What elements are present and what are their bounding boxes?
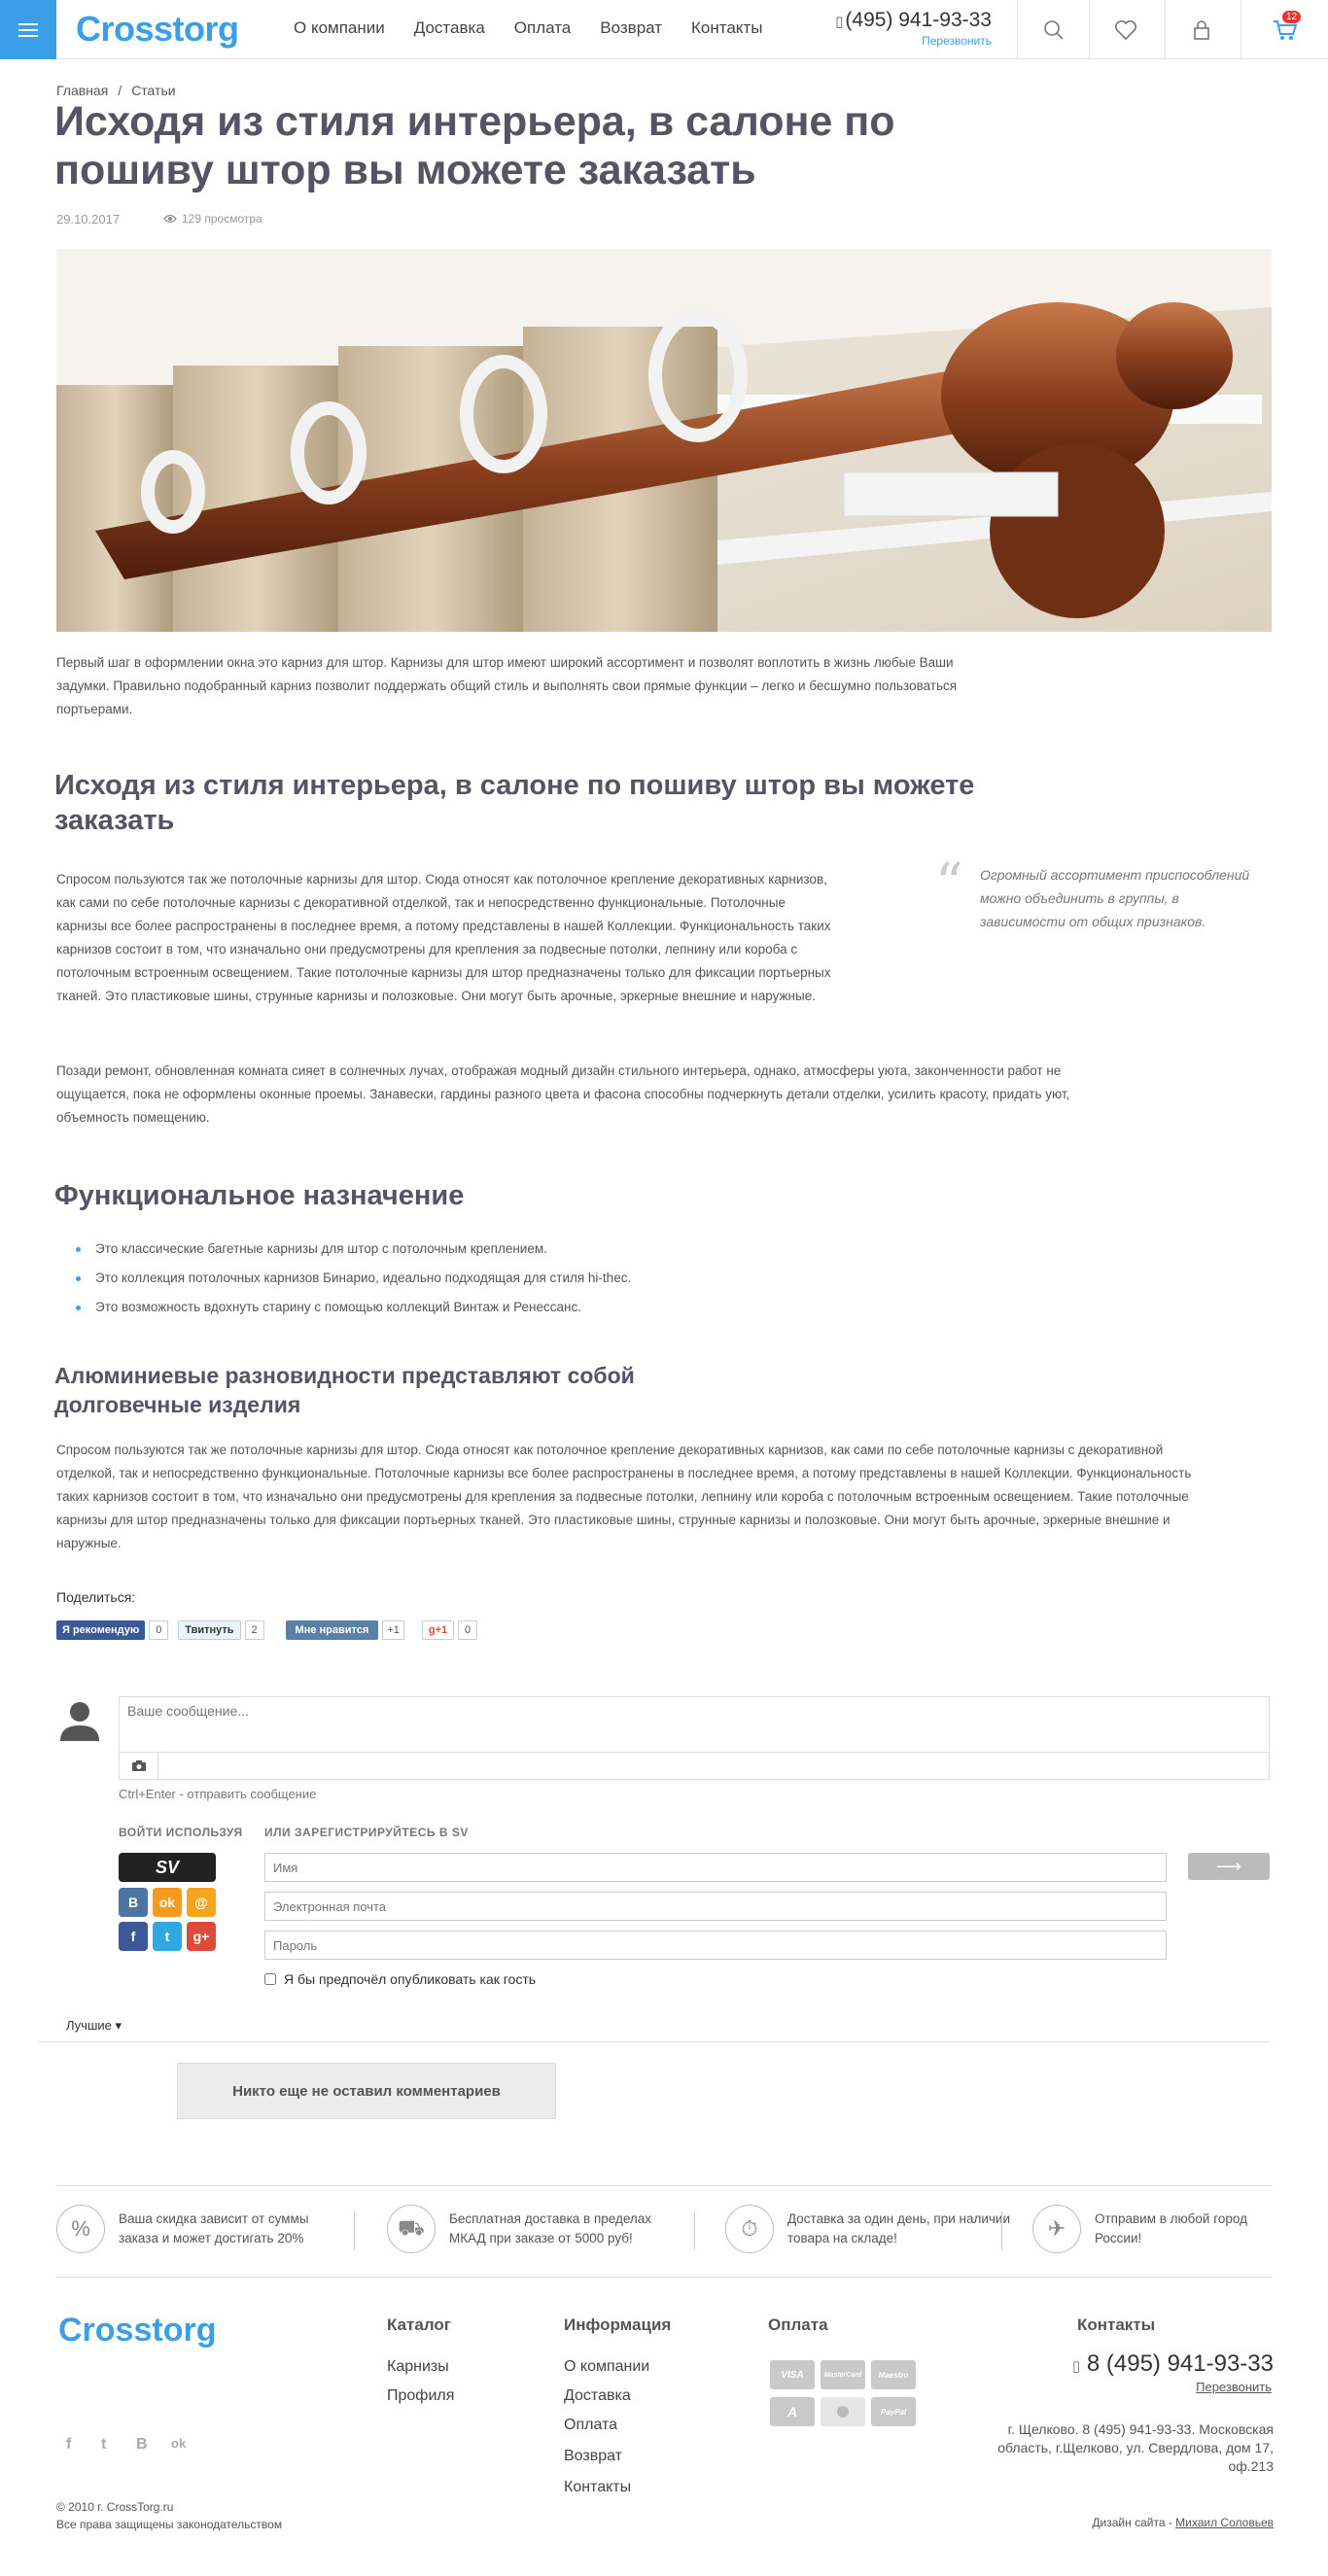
- footer-link-cornices[interactable]: Карнизы: [387, 2358, 449, 2375]
- alfa-bank-icon: A: [770, 2397, 815, 2426]
- section-paragraph-2: Позади ремонт, обновленная комната сияет в солнечных лучах, отображая модный дизайн стильного интерьера, однако, атмосферы уюта, законченности работ не ощущается, пока не оформлены оконные проемы. Занавески, гардины разного цвета и фасона способны подчеркнуть детали отделки, усилить красоту, придать уют, объемность помещению.: [56, 1063, 1070, 1125]
- cart-icon[interactable]: [1241, 0, 1328, 59]
- footer-address: г. Щелково. 8 (495) 941-93-33. Московская область, г.Щелково, ул. Свердлова, дом 17, оф.213: [997, 2421, 1274, 2474]
- article-date: 29.10.2017: [56, 212, 121, 226]
- truck-icon: ⛟: [387, 2205, 436, 2253]
- footer-link-profiles[interactable]: Профиля: [387, 2387, 455, 2404]
- vk-share-button[interactable]: Мне нравится: [286, 1620, 379, 1640]
- sberbank-icon: [821, 2397, 865, 2426]
- main-nav: [294, 18, 791, 38]
- list-item: Это возможность вдохнуть старину с помощью коллекций Винтаж и Ренессанс.: [76, 1293, 631, 1322]
- comment-box: [119, 1696, 1270, 1780]
- section-heading-2: Функциональное назначение: [54, 1180, 465, 1211]
- guest-checkbox[interactable]: Я бы предпочёл опубликовать как гость: [264, 1971, 536, 1987]
- footer-callback-link[interactable]: Перезвонить: [1196, 2380, 1272, 2394]
- percent-icon: %: [56, 2205, 105, 2253]
- nav-return[interactable]: Возврат: [600, 18, 663, 37]
- phone-icon: ▯: [835, 14, 844, 30]
- feature-discount: % Ваша скидка зависит от суммы заказа и может достигать 20%: [56, 2205, 342, 2253]
- sort-dropdown[interactable]: Лучшие ▾: [66, 2018, 122, 2033]
- visa-icon: VISA: [770, 2360, 815, 2389]
- vk-login-icon[interactable]: B: [119, 1888, 148, 1917]
- google-plus-share-button[interactable]: g+1: [422, 1620, 454, 1640]
- name-field[interactable]: [264, 1853, 1167, 1882]
- copyright: © 2010 г. CrossTorg.ru Все права защищены законодательством: [56, 2500, 283, 2531]
- twitter-icon[interactable]: t: [101, 2436, 107, 2453]
- google-plus-share-count: 0: [458, 1620, 477, 1640]
- plane-icon: ✈: [1032, 2205, 1081, 2253]
- arrow-right-icon[interactable]: ⟶: [1188, 1853, 1270, 1880]
- footer-phone: ▯ 8 (495) 941-93-33: [1071, 2350, 1274, 2377]
- feature-free-delivery: ⛟ Бесплатная доставка в пределах МКАД при заказе от 5000 руб!: [387, 2205, 673, 2253]
- comment-hint: Ctrl+Enter - отправить сообщение: [119, 1787, 317, 1801]
- vk-share-count: +1: [382, 1620, 404, 1640]
- list-item: Это классические багетные карнизы для штор с потолочным креплением.: [76, 1235, 631, 1264]
- footer-link-delivery[interactable]: Доставка: [564, 2387, 631, 2404]
- site-logo[interactable]: Crosstorg: [76, 9, 239, 49]
- share-label: Поделиться:: [56, 1589, 136, 1605]
- page-title: Исходя из стиля интерьера, в салоне по пошиву штор вы можете заказать: [54, 98, 895, 193]
- search-icon[interactable]: [1017, 0, 1089, 59]
- guest-checkbox-input[interactable]: [264, 1973, 276, 1985]
- avatar: [56, 1696, 103, 1743]
- maestro-icon: Maestro: [871, 2360, 916, 2389]
- heart-icon[interactable]: [1089, 0, 1161, 59]
- designer-link[interactable]: Михаил Соловьев: [1175, 2516, 1274, 2529]
- site-header: [0, 0, 1328, 59]
- ok-login-icon[interactable]: ok: [153, 1888, 182, 1917]
- hero-image: [56, 249, 1272, 632]
- facebook-login-icon[interactable]: f: [119, 1922, 148, 1951]
- vk-icon[interactable]: B: [136, 2436, 148, 2453]
- stopwatch-icon: ⏱: [725, 2205, 774, 2253]
- breadcrumb: Главная / Статьи: [56, 83, 176, 98]
- footer-contacts-heading: Контакты: [1077, 2315, 1156, 2334]
- views-count: 129 просмотра: [182, 212, 262, 226]
- feature-fast-delivery: ⏱ Доставка за один день, при наличии товара на складе!: [725, 2205, 1011, 2253]
- mail-login-icon[interactable]: @: [187, 1888, 216, 1917]
- nav-delivery[interactable]: Доставка: [413, 18, 485, 37]
- footer-payment-heading: Оплата: [768, 2315, 828, 2334]
- paypal-icon: PayPal: [871, 2397, 916, 2426]
- cart-count-badge: 12: [1282, 11, 1301, 23]
- menu-icon[interactable]: [0, 0, 56, 59]
- mastercard-icon: MasterCard: [821, 2360, 865, 2389]
- breadcrumb-home[interactable]: Главная: [56, 83, 109, 98]
- odnoklassniki-icon[interactable]: ok: [171, 2436, 187, 2451]
- breadcrumb-articles[interactable]: Статьи: [131, 83, 176, 98]
- footer-link-contacts[interactable]: Контакты: [564, 2479, 632, 2495]
- section-heading-3: Алюминиевые разновидности представляют собой долговечные изделия: [54, 1363, 635, 1417]
- quote-icon: “: [935, 853, 963, 916]
- twitter-share-button[interactable]: Твитнуть: [178, 1620, 240, 1640]
- footer-link-about[interactable]: О компании: [564, 2358, 650, 2375]
- feature-shipping: ✈ Отправим в любой город России!: [1032, 2205, 1289, 2253]
- footer-logo[interactable]: Crosstorg: [58, 2312, 217, 2349]
- share-buttons: [56, 1620, 487, 1640]
- callback-link[interactable]: Перезвонить: [922, 34, 992, 48]
- nav-payment[interactable]: Оплата: [513, 18, 572, 37]
- twitter-share-count: 2: [245, 1620, 264, 1640]
- header-phone: [821, 9, 992, 48]
- no-comments-notice: Никто еще не оставил комментариев: [177, 2063, 556, 2119]
- footer-catalog-heading: Каталог: [387, 2315, 451, 2334]
- camera-icon[interactable]: [120, 1752, 158, 1779]
- lock-icon[interactable]: [1165, 0, 1237, 59]
- sv-login-button[interactable]: SV: [119, 1853, 216, 1882]
- eye-icon: [163, 214, 177, 224]
- comment-input[interactable]: [127, 1703, 1002, 1719]
- phone-number[interactable]: (495) 941-93-33: [845, 9, 992, 31]
- facebook-share-count: 0: [149, 1620, 168, 1640]
- password-field[interactable]: [264, 1931, 1167, 1960]
- footer-link-return[interactable]: Возврат: [564, 2448, 622, 2464]
- section-paragraph-1: Спросом пользуются так же потолочные карнизы для штор. Сюда относят как потолочное крепление декоративных карнизов, как сами по себе потолочные карнизы с декоративной отделкой, так и непосредственно функциональные. Потолочные карнизы все более распространены в последнее время, а потому представлены в нашей Коллекции. Функциональность таких карнизов состоит в том, что изначально они предусмотрены для крепления за подвесные потолки, лепнину или короба с потолочным встроенным освещением. Такие потолочные карнизы для штор предназначены только для фиксации портьерных тканей. Это пластиковые шины, струнные карнизы и полозковые. Они могут быть арочные, эркерные внешние и наружные.: [56, 872, 831, 1003]
- design-credit: Дизайн сайта - Михаил Соловьев: [1092, 2516, 1274, 2529]
- feature-list: [76, 1235, 631, 1322]
- phone-icon: ▯: [1071, 2358, 1081, 2375]
- facebook-share-button[interactable]: Я рекомендую: [56, 1620, 145, 1640]
- section-heading-1: Исходя из стиля интерьера, в салоне по пошиву штор вы можете заказать: [54, 770, 975, 836]
- register-label: ИЛИ ЗАРЕГИСТРИРУЙТЕСЬ В SV: [264, 1826, 469, 1839]
- footer-link-payment[interactable]: Оплата: [564, 2417, 618, 2433]
- facebook-icon[interactable]: f: [66, 2436, 72, 2453]
- footer-info-heading: Информация: [564, 2315, 672, 2334]
- login-label: ВОЙТИ ИСПОЛЬЗУЯ: [119, 1826, 243, 1839]
- intro-paragraph: Первый шаг в оформлении окна это карниз для штор. Карнизы для штор имеют широкий ассортимент и позволят воплотить в жизнь любые Ваши задумки. Правильно подобранный карниз позволит поддержать общий стиль и выполнять свои прямые функции – легко и бесшумно пользоваться портьерами.: [56, 655, 958, 716]
- nav-about[interactable]: О компании: [294, 18, 385, 37]
- twitter-login-icon[interactable]: t: [153, 1922, 182, 1951]
- google-plus-login-icon[interactable]: g+: [187, 1922, 216, 1951]
- email-field[interactable]: [264, 1892, 1167, 1921]
- section-paragraph-3: Спросом пользуются так же потолочные карнизы для штор. Сюда относят как потолочное крепление декоративных карнизов, как сами по себе потолочные карнизы с декоративной отделкой, так и непосредственно функциональные. Потолочные карнизы все более распространены в последнее время, а потому представлены в нашей Коллекции. Функциональность таких карнизов состоит в том, что изначально они предусмотрены для крепления за подвесные потолки, лепнину или короба с потолочным встроенным освещением. Такие потолочные карнизы для штор предназначены только для фиксации портьерных тканей. Это пластиковые шины, струнные карнизы и полозковые. Они могут быть арочные, эркерные внешние и наружные.: [56, 1443, 1192, 1550]
- nav-contacts[interactable]: Контакты: [691, 18, 763, 37]
- list-item: Это коллекция потолочных карнизов Бинарио, идеально подходящая для стиля hi-thec.: [76, 1264, 631, 1293]
